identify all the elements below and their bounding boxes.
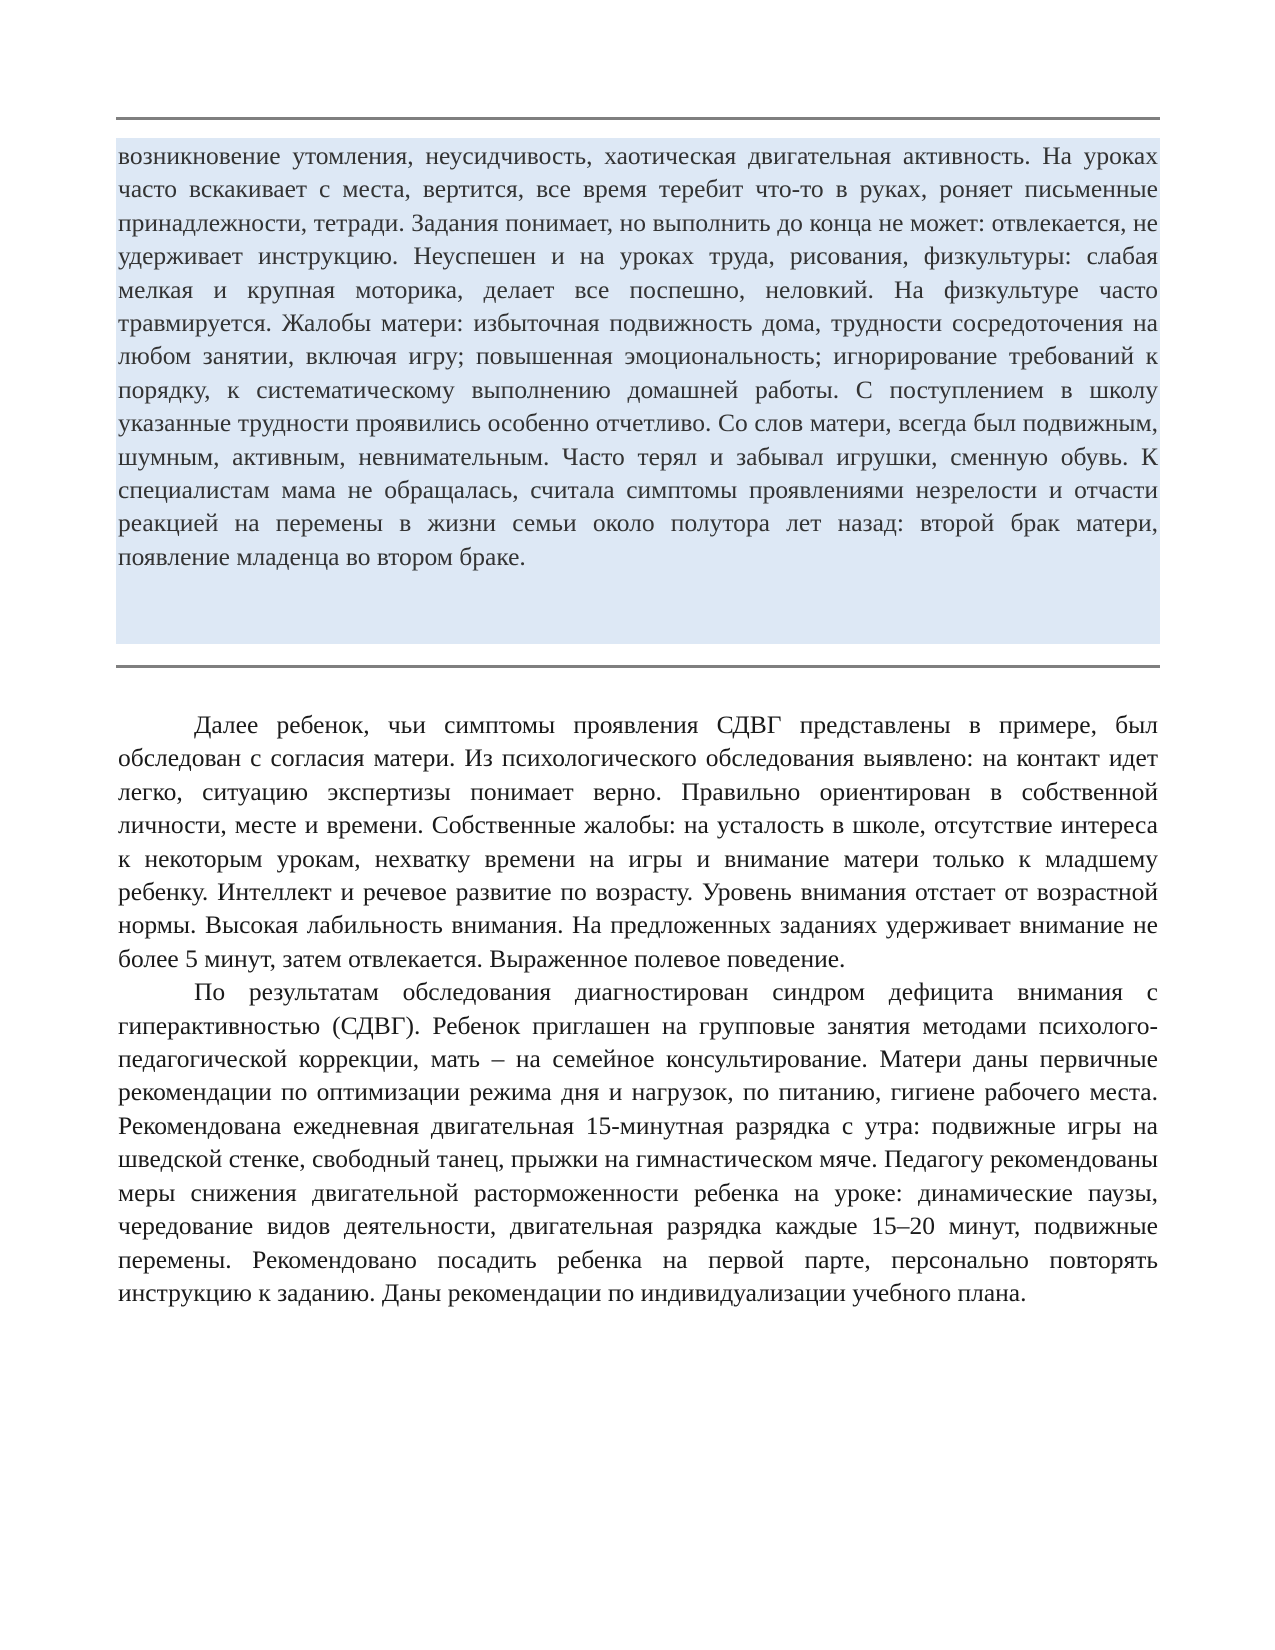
main-text — [118, 708, 1158, 1309]
paragraph-diagnosis: По результатам обследования диагностирован синдром дефицита внимания с гиперактивностью (СДВГ). Ребенок приглашен на групповые занятия методами психолого-педагогической коррекции, мать – на семейное консультирование. Матери даны первичные рекомендации по оптимизации режима дня и нагрузок, по питанию, гигиене рабочего места. Рекомендована ежедневная двигательная 15-минутная разрядка с утра: подвижные игры на шведской стенке, свободный танец, прыжки на гимнастическом мяче. Педагогу рекомендованы меры снижения двигательной расторможенности ребенка на уроке: динамические паузы, чередование видов деятельности, двигательная разрядка каждые 15–20 минут, подвижные перемены. Рекомендовано посадить ребенка на первой парте, персонально повторять инструкцию к заданию. Даны рекомендации по индивидуализации учебного плана. — [118, 977, 1158, 1307]
bottom-divider — [116, 665, 1160, 668]
top-divider — [116, 117, 1160, 120]
highlighted-case-text: возникновение утомления, неусидчивость, хаотическая двигательная активность. На уроках часто вскакивает с места, вертится, все время теребит что-то в руках, роняет письменные принадлежности, тетради. Задания понимает, но выполнить до конца не может: отвлекается, не удерживает инструкцию. Неуспешен и на уроках труда, рисования, физкультуры: слабая мелкая и крупная моторика, делает все поспешно, неловкий. На физкультуре часто травмируется. Жалобы матери: избыточная подвижность дома, трудности сосредоточения на любом занятии, включая игру; повышенная эмоциональность; игнорирование требований к порядку, к систематическому выполнению домашней работы. С поступлением в школу указанные трудности проявились особенно отчетливо. Со слов матери, всегда был подвижным, шумным, активным, невнимательным. Часто терял и забывал игрушки, сменную обувь. К специалистам мама не обращалась, считала симптомы проявлениями незрелости и отчасти реакцией на перемены в жизни семьи около полутора лет назад: второй брак матери, появление младенца во втором браке. — [118, 141, 1158, 571]
paragraph-examination: Далее ребенок, чьи симптомы проявления СДВГ представлены в примере, был обследован с согласия матери. Из психологического обследования выявлено: на контакт идет легко, ситуацию экспертизы понимает верно. Правильно ориентирован в собственной личности, месте и времени. Собственные жалобы: на усталость в школе, отсутствие интереса к некоторым урокам, нехватку времени на игры и внимание матери только к младшему ребенку. Интеллект и речевое развитие по возрасту. Уровень внимания отстает от возрастной нормы. Высокая лабильность внимания. На предложенных заданиях удерживает внимание не более 5 минут, затем отвлекается. Выраженное полевое поведение. — [118, 710, 1158, 973]
